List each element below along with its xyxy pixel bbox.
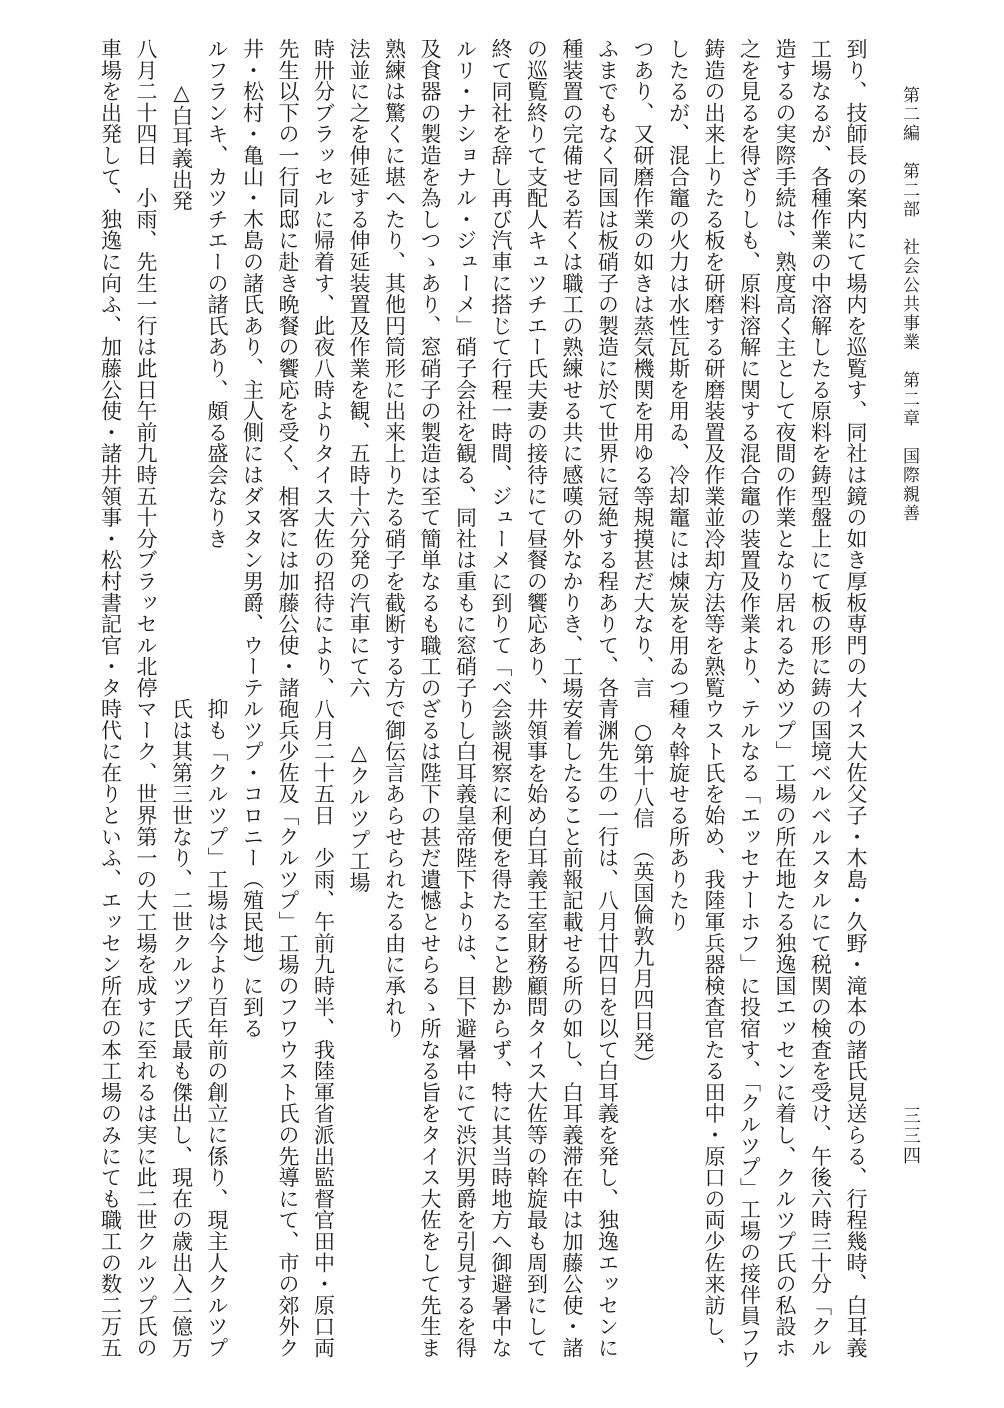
text-column: 会談視察に利便を得たること尠からず、特に其当時地方へ御避暑中な	[489, 698, 513, 1359]
text-column: イス大佐父子・木島・久野・滝本の諸氏見送らる、行程幾時、白耳義	[844, 698, 868, 1359]
lower-text-block	[53, 698, 873, 1370]
text-column: 八月二十四日 小雨、先生一行は此日午前九時五十分ブラッセル北停	[134, 38, 158, 699]
text-column: 之を見るを得ざりしも、原料溶解に関する混合竈の装置及作業より、	[737, 38, 762, 699]
text-column: 及食器の製造を為しつゝあり、窓硝子の製造は至て簡単なるも職工の	[418, 38, 442, 699]
text-column: 車場を出発して、独逸に向ふ、加藤公使・諸井領事・松村書記官・タ	[98, 38, 123, 699]
text-column: 時卅分ブラッセルに帰着す、此夜八時よりタイス大佐の招待により、	[311, 38, 336, 699]
text-column: 到り、技師長の案内にて場内を巡覧す、同社は鏡の如き厚板専門の大	[844, 38, 868, 699]
running-head: 第二編 第二部 社会公共事業 第二章 国際親善	[899, 86, 919, 523]
text-column: 先生以下の一行同邸に赴き晩餐の饗応を受く、相客には加藤公使・諸	[276, 38, 300, 699]
text-column: △クルツプ工場	[347, 698, 371, 893]
text-column: ルリ・ナショナル・ジューメ」硝子会社を観る、同社は重もに窓硝子	[453, 38, 478, 699]
text-column: 鋳造の出来上りたる板を研磨する研磨装置及作業並冷却方法等を熟覧	[702, 38, 726, 699]
text-column: マーク、世界第一の大工場を成すに至れるは実に此二世クルツプ氏の	[134, 698, 158, 1359]
text-column: りし白耳義皇帝陛下よりは、目下避暑中にて渋沢男爵を引見するを得	[453, 698, 478, 1359]
text-column: 熟練は驚くに堪へたり、其他円筒形に出来上りたる硝子を截断する方	[382, 38, 407, 699]
text-column: ツプ」工場の所在地たる独逸国エッセンに着し、クルツプ氏の私設ホ	[773, 698, 797, 1359]
text-column: の巡覧終りて支配人キュツチエー氏夫妻の接待にて昼餐の饗応あり、	[524, 38, 549, 699]
text-column: 法並に之を伸延する伸延装置及作業を観、五時十六分発の汽車にて六	[347, 38, 371, 699]
upper-text-block	[53, 38, 873, 699]
text-column: ウスト氏を始め、我陸軍兵器検査官たる田中・原口の両少佐来訪し、	[702, 698, 726, 1359]
text-column: 終て同社を辞し再び汽車に搭じて行程一時間、ジューメに到りて「ベ	[489, 38, 513, 699]
text-column: 時代に在りといふ、エッセン所在の本工場のみにても職工の数二万五	[98, 698, 123, 1359]
text-column: したるが、混合竈の火力は水性瓦斯を用ゐ、冷却竈には煉炭を用ゐつ	[666, 38, 691, 699]
text-column: ○第十八信 （英国倫敦九月四日発）	[631, 698, 655, 1074]
text-column: 砲兵少佐及「クルツプ」工場のフワウスト氏の先導にて、市の郊外ク	[276, 698, 300, 1359]
text-column: ルフランキ、カツチエーの諸氏あり、頗る盛会なりき	[205, 38, 229, 550]
text-column: ルツプ・コロニー（殖民地）に到る	[240, 698, 265, 1039]
text-column: ざるは陛下の甚だ遺憾とせらるゝ所なる旨をタイス大佐をして先生ま	[418, 698, 442, 1359]
text-column: 種々斡旋せる所ありたり	[666, 698, 691, 933]
text-column: 造するの実際手続は、熟度高く主として夜間の作業となり居れるため	[773, 38, 797, 699]
text-column: 青渊先生の一行は、八月廿四日を以て白耳義を発し、独逸エッセンに	[595, 698, 620, 1359]
text-column: △白耳義出発	[169, 38, 194, 212]
text-column: 八月二十五日 少雨、午前九時半、我陸軍省派出監督官田中・原口両	[311, 698, 336, 1359]
text-column: の国境ベルベルスタルにて税関の検査を受け、午後六時三十分「クル	[808, 698, 833, 1359]
text-column: 種装置の完備せる若くは職工の熟練せる共に感嘆の外なかりき、工場	[560, 38, 584, 699]
text-column: テルなる「エッセナーホフ」に投宿す、「クルツプ」工場の接伴員フワ	[737, 698, 762, 1370]
text-column: 工場なるが、各種作業の中溶解したる原料を鋳型盤上にて板の形に鋳	[808, 38, 833, 699]
text-column: 抑も「クルツプ」工場は今より百年前の創立に係り、現主人クルツプ	[205, 698, 229, 1359]
page-number: 三三四	[900, 1106, 921, 1166]
text-column: 安着したること前報記載せる所の如し、白耳義滞在中は加藤公使・諸	[560, 698, 584, 1359]
text-column: 井・松村・亀山・木島の諸氏あり、主人側にはダヌタン男爵、ウーテ	[240, 38, 265, 699]
text-column: つあり、又研磨作業の如きは蒸気機関を用ゆる等規摸甚だ大なり、言	[631, 38, 655, 699]
text-column: ふまでもなく同国は板硝子の製造に於て世界に冠絶する程ありて、各	[595, 38, 620, 699]
text-column: で御伝言あらせられたる由に承れり	[382, 698, 407, 1039]
text-column: 井領事を始め白耳義王室財務顧問タイス大佐等の斡旋最も周到にして	[524, 698, 549, 1359]
text-column: 氏は其第三世なり、二世クルツプ氏最も傑出し、現在の歳出入二億万	[169, 698, 194, 1359]
